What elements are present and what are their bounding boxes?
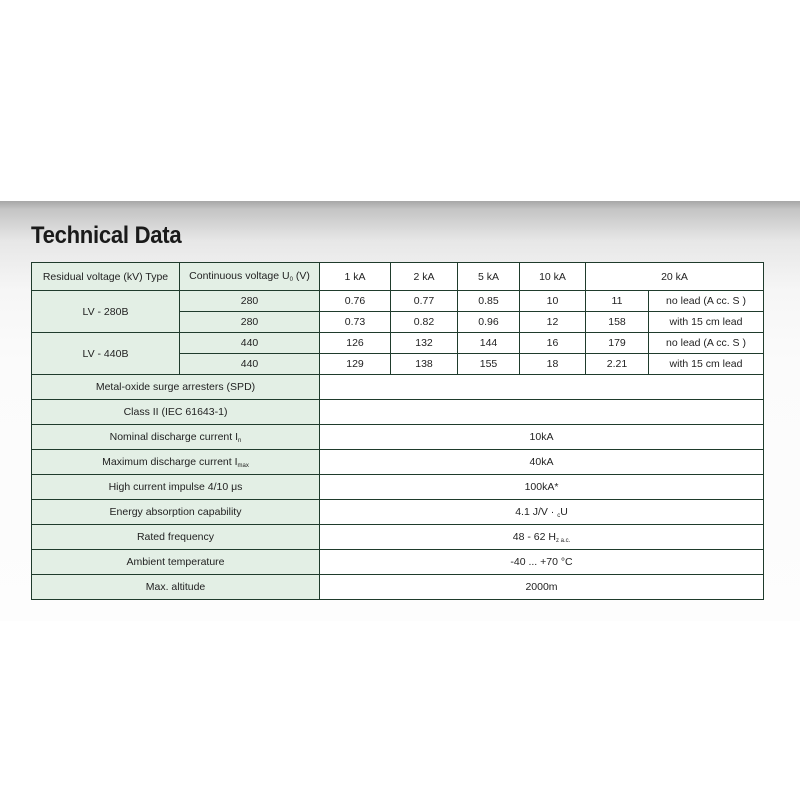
spec-value-sub: c xyxy=(557,512,561,519)
spec-label: Max. altitude xyxy=(32,575,320,600)
cell-1ka: 126 xyxy=(320,333,391,354)
spec-value: 100kA* xyxy=(320,475,764,500)
spec-label xyxy=(32,450,320,475)
cell-10ka: 16 xyxy=(520,333,586,354)
header-20ka: 20 kA xyxy=(586,263,764,291)
spec-label-sub: max xyxy=(237,462,249,469)
cell-lead: with 15 cm lead xyxy=(649,354,764,375)
header-continuous-label: Continuous voltage U xyxy=(189,270,290,282)
cell-2ka: 0.77 xyxy=(391,291,458,312)
spec-value-sub: z a.c. xyxy=(555,537,571,544)
spec-row-altitude xyxy=(32,575,764,600)
spec-label: Ambient temperature xyxy=(32,550,320,575)
spec-row-frequency xyxy=(32,525,764,550)
cell-5ka: 155 xyxy=(458,354,520,375)
cell-uc: 440 xyxy=(180,354,320,375)
header-10ka: 10 kA xyxy=(520,263,586,291)
spec-row-impulse xyxy=(32,475,764,500)
spec-label: Rated frequency xyxy=(32,525,320,550)
header-continuous-unit: (V) xyxy=(292,270,310,282)
table-row xyxy=(32,333,764,354)
header-5ka: 5 kA xyxy=(458,263,520,291)
spec-value-text: 48 - 62 H xyxy=(512,530,556,543)
spec-value: -40 ... +70 °C xyxy=(320,550,764,575)
cell-20ka: 2.21 xyxy=(586,354,649,375)
spec-value: 40kA xyxy=(320,450,764,475)
cell-2ka: 138 xyxy=(391,354,458,375)
table-row xyxy=(32,291,764,312)
header-continuous-voltage xyxy=(180,263,320,291)
spec-value xyxy=(320,525,764,550)
spec-label: Class II (IEC 61643-1) xyxy=(32,400,320,425)
spec-value xyxy=(320,400,764,425)
header-continuous-sub: 0 xyxy=(289,277,293,283)
spec-value: 2000m xyxy=(320,575,764,600)
spec-row-nominal-current xyxy=(32,425,764,450)
cell-lead: no lead (A cc. S ) xyxy=(649,333,764,354)
type-lv-440b: LV - 440B xyxy=(32,333,180,375)
header-residual-voltage: Residual voltage (kV) Type xyxy=(32,263,180,291)
spec-label xyxy=(32,425,320,450)
header-2ka: 2 kA xyxy=(391,263,458,291)
spec-row-maximum-current xyxy=(32,450,764,475)
cell-lead: no lead (A cc. S ) xyxy=(649,291,764,312)
cell-uc: 280 xyxy=(180,291,320,312)
cell-10ka: 10 xyxy=(520,291,586,312)
cell-1ka: 0.73 xyxy=(320,312,391,333)
type-lv-280b: LV - 280B xyxy=(32,291,180,333)
spec-value-end: U xyxy=(560,505,568,518)
cell-1ka: 129 xyxy=(320,354,391,375)
spec-label: Energy absorption capability xyxy=(32,500,320,525)
cell-20ka: 158 xyxy=(586,312,649,333)
spec-row-temperature xyxy=(32,550,764,575)
spec-value: 10kA xyxy=(320,425,764,450)
spec-label-text: Nominal discharge current I xyxy=(109,430,239,443)
cell-10ka: 12 xyxy=(520,312,586,333)
cell-20ka: 11 xyxy=(586,291,649,312)
spec-row-spd xyxy=(32,375,764,400)
cell-1ka: 0.76 xyxy=(320,291,391,312)
cell-uc: 280 xyxy=(180,312,320,333)
page-title: Technical Data xyxy=(31,222,182,249)
spec-row-energy xyxy=(32,500,764,525)
cell-5ka: 144 xyxy=(458,333,520,354)
spec-row-class xyxy=(32,400,764,425)
spec-value xyxy=(320,375,764,400)
cell-20ka: 179 xyxy=(586,333,649,354)
header-1ka: 1 kA xyxy=(320,263,391,291)
cell-uc: 440 xyxy=(180,333,320,354)
spec-label: Metal-oxide surge arresters (SPD) xyxy=(32,375,320,400)
spec-label-text: Maximum discharge current I xyxy=(102,455,238,468)
cell-5ka: 0.96 xyxy=(458,312,520,333)
spec-label: High current impulse 4/10 μs xyxy=(32,475,320,500)
spec-label-sub: n xyxy=(238,437,242,444)
cell-2ka: 132 xyxy=(391,333,458,354)
table-header-row xyxy=(32,263,764,291)
spec-value xyxy=(320,500,764,525)
spec-value-text: 4.1 J/V · xyxy=(515,505,558,518)
technical-data-table xyxy=(31,262,764,600)
cell-5ka: 0.85 xyxy=(458,291,520,312)
cell-2ka: 0.82 xyxy=(391,312,458,333)
cell-10ka: 18 xyxy=(520,354,586,375)
cell-lead: with 15 cm lead xyxy=(649,312,764,333)
